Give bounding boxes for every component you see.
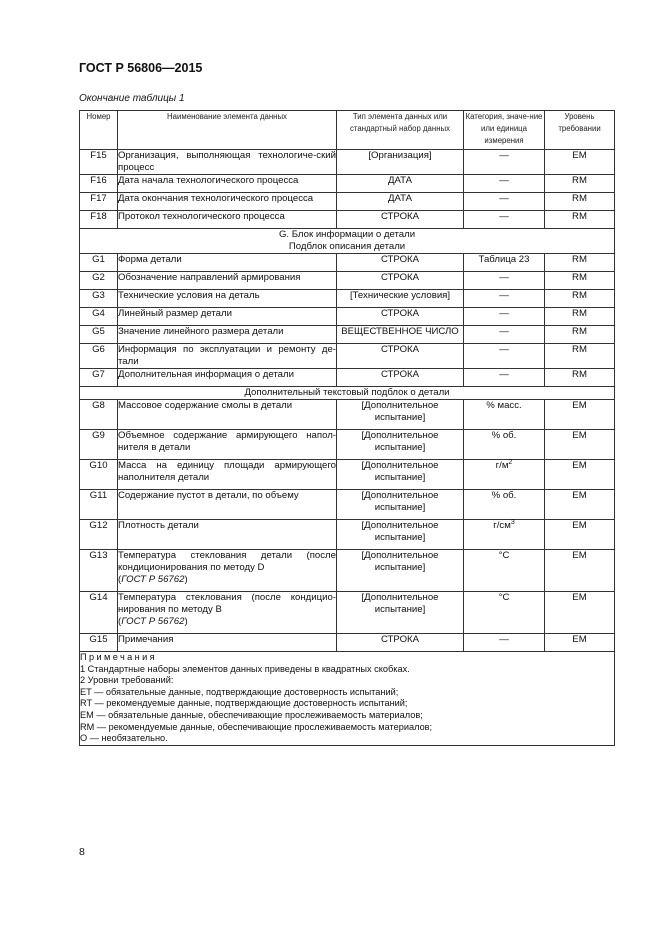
type-line: испытание] — [374, 562, 426, 573]
name-line — [118, 616, 336, 628]
cell-type — [337, 460, 464, 490]
cell-num: G6 — [80, 344, 118, 369]
type-line: [Дополнительное — [361, 430, 439, 441]
cell-num: G14 — [80, 592, 118, 634]
cell-num: F15 — [80, 150, 118, 175]
cell-level: EM — [545, 460, 615, 490]
table-header-row — [80, 111, 615, 150]
table-row — [80, 592, 615, 634]
cell-category: — — [464, 326, 545, 344]
section-subtitle: Подблок описания детали — [288, 241, 406, 252]
cell-type: ВЕЩЕСТВЕННОЕ ЧИСЛО — [337, 326, 464, 344]
cell-name: Примечания — [118, 634, 337, 652]
standard-reference: ГОСТ Р 56762 — [121, 616, 185, 627]
type-line: [Дополнительное — [361, 400, 439, 411]
cell-num: G13 — [80, 550, 118, 592]
type-line: [Дополнительное — [361, 550, 439, 561]
cell-name: Содержание пустот в детали, по объему — [118, 490, 337, 520]
notes-row — [80, 652, 615, 746]
note-line: 2 Уровни требований: — [80, 675, 174, 686]
note-line: ET — обязательные данные, подтверждающие достоверность испытаний; — [80, 686, 399, 697]
cell-name: Дата окончания технологического процесса — [118, 193, 337, 211]
cell-category: % масс. — [464, 400, 545, 430]
paren-close: ) — [184, 574, 188, 585]
cell-type: [Организация] — [337, 150, 464, 175]
header-name: Наименование элемента данных — [118, 111, 337, 150]
cell-type: СТРОКА — [337, 344, 464, 369]
cell-level: EM — [545, 400, 615, 430]
type-line: [Дополнительное — [361, 460, 439, 471]
table-row — [80, 308, 615, 326]
type-line: испытание] — [374, 502, 426, 513]
cell-category: — — [464, 193, 545, 211]
document-title: ГОСТ Р 56806—2015 — [79, 61, 203, 75]
table-row — [80, 344, 615, 369]
cell-level: EM — [545, 520, 615, 550]
cell-num: G12 — [80, 520, 118, 550]
cell-category — [464, 520, 545, 550]
cell-name: Дата начала технологического процесса — [118, 175, 337, 193]
name-line — [118, 574, 336, 586]
cell-num: G2 — [80, 272, 118, 290]
table-row — [80, 254, 615, 272]
cell-type: ДАТА — [337, 193, 464, 211]
cell-level: RM — [545, 193, 615, 211]
cell-name — [118, 592, 337, 634]
table-row — [80, 193, 615, 211]
section-header-g — [80, 229, 615, 254]
type-line: испытание] — [374, 532, 426, 543]
cell-type: [Технические условия] — [337, 290, 464, 308]
cell-category: % об. — [464, 430, 545, 460]
type-line: испытание] — [374, 412, 426, 423]
name-line: Температура стеклования (после кондицио- — [118, 592, 336, 603]
cell-type: СТРОКА — [337, 211, 464, 229]
cell-category: — — [464, 308, 545, 326]
name-line: нирования по методу В — [118, 604, 222, 615]
table-row — [80, 326, 615, 344]
cell-num: G8 — [80, 400, 118, 430]
cell-name: Организация, выполняющая технологиче-ский процесс — [118, 150, 336, 173]
table-row — [80, 175, 615, 193]
type-line: испытание] — [374, 442, 426, 453]
cell-num: G11 — [80, 490, 118, 520]
paren-open: ( — [118, 574, 122, 585]
note-line: O — необязательно. — [80, 733, 168, 744]
cell-level: EM — [545, 592, 615, 634]
note-line: RM — рекомендуемые данные, обеспечивающие прослеживаемость материалов; — [80, 721, 433, 732]
section-header-row — [80, 387, 615, 400]
data-elements-table — [79, 110, 615, 746]
cell-name: Информация по эксплуатации и ремонту де-тали — [118, 344, 336, 367]
cell-type: СТРОКА — [337, 634, 464, 652]
cell-level: RM — [545, 308, 615, 326]
table-caption: Окончание таблицы 1 — [79, 93, 185, 104]
note-line: RT — рекомендуемые данные, подтверждающие достоверность испытаний; — [80, 698, 408, 709]
table-row — [80, 290, 615, 308]
cell-level: RM — [545, 175, 615, 193]
cell-level: EM — [545, 634, 615, 652]
cell-num: G9 — [80, 430, 118, 460]
type-line: [Дополнительное — [361, 490, 439, 501]
cell-type — [337, 592, 464, 634]
page-number: 8 — [79, 846, 85, 858]
cell-name — [118, 550, 337, 592]
table-row — [80, 634, 615, 652]
section-header-row — [80, 229, 615, 254]
cell-type: СТРОКА — [337, 308, 464, 326]
cell-num: G10 — [80, 460, 118, 490]
cell-num: F16 — [80, 175, 118, 193]
cell-name: Форма детали — [118, 254, 337, 272]
note-line: 1 Стандартные наборы элементов данных приведены в квадратных скобках. — [80, 663, 410, 674]
cell-type: СТРОКА — [337, 254, 464, 272]
cell-name: Технические условия на деталь — [118, 290, 337, 308]
unit-text: г/м — [495, 460, 509, 471]
cell-name: Объемное содержание армирующего напол-нителя в детали — [118, 430, 337, 460]
standard-reference: ГОСТ Р 56762 — [121, 574, 185, 585]
cell-type — [337, 520, 464, 550]
table-row — [80, 400, 615, 430]
cell-category: °C — [464, 550, 545, 592]
cell-name: Протокол технологического процесса — [118, 211, 337, 229]
type-line: испытание] — [374, 472, 426, 483]
table-row — [80, 211, 615, 229]
name-line: Температура стеклования детали (после — [118, 550, 336, 561]
table-row — [80, 550, 615, 592]
table-row — [80, 490, 615, 520]
name-line: кондиционирования по методу D — [118, 562, 265, 573]
paren-open: ( — [118, 616, 122, 627]
cell-category: — — [464, 344, 545, 369]
header-category: Категория, значе-ние или единица измерения — [464, 111, 545, 150]
cell-name: Обозначение направлений армирования — [118, 272, 337, 290]
cell-level: RM — [545, 290, 615, 308]
cell-category — [464, 460, 545, 490]
cell-num: G5 — [80, 326, 118, 344]
cell-category: — — [464, 175, 545, 193]
header-type: Тип элемента данных или стандартный набор данных — [337, 111, 464, 150]
cell-level: RM — [545, 326, 615, 344]
cell-type — [337, 490, 464, 520]
cell-type: СТРОКА — [337, 369, 464, 387]
unit-superscript: 3 — [510, 518, 515, 526]
cell-type — [337, 550, 464, 592]
cell-category: — — [464, 369, 545, 387]
cell-name: Линейный размер детали — [118, 308, 337, 326]
cell-name: Масса на единицу площади армирующего наполнителя детали — [118, 460, 337, 490]
cell-num: G4 — [80, 308, 118, 326]
cell-type: ДАТА — [337, 175, 464, 193]
paren-close: ) — [184, 616, 188, 627]
note-line: EM — обязательные данные, обеспечивающие прослеживаемость материалов; — [80, 709, 423, 720]
table-row — [80, 150, 615, 175]
table-row — [80, 430, 615, 460]
cell-name: Значение линейного размера детали — [118, 326, 337, 344]
cell-level: EM — [545, 150, 615, 175]
cell-type — [337, 400, 464, 430]
cell-category: Таблица 23 — [464, 254, 545, 272]
cell-level: RM — [545, 272, 615, 290]
cell-category: °C — [464, 592, 545, 634]
type-line: испытание] — [374, 604, 426, 615]
table-row — [80, 272, 615, 290]
cell-num: G1 — [80, 254, 118, 272]
table-row — [80, 369, 615, 387]
cell-name: Плотность детали — [118, 520, 337, 550]
cell-name: Массовое содержание смолы в детали — [118, 400, 337, 430]
cell-level: RM — [545, 344, 615, 369]
cell-level: RM — [545, 369, 615, 387]
cell-level: EM — [545, 550, 615, 592]
cell-category: — — [464, 290, 545, 308]
cell-num: G3 — [80, 290, 118, 308]
cell-type: СТРОКА — [337, 272, 464, 290]
cell-level: EM — [545, 490, 615, 520]
cell-category: — — [464, 272, 545, 290]
cell-category: — — [464, 150, 545, 175]
cell-num: F18 — [80, 211, 118, 229]
section-header-g-additional: Дополнительный текстовый подблок о детали — [80, 387, 615, 400]
cell-type — [337, 430, 464, 460]
cell-category: — — [464, 634, 545, 652]
cell-category: — — [464, 211, 545, 229]
cell-category: % об. — [464, 490, 545, 520]
type-line: [Дополнительное — [361, 592, 439, 603]
notes-title: Примечания — [80, 652, 158, 662]
table-row — [80, 520, 615, 550]
unit-text: г/см — [493, 520, 511, 531]
cell-level: EM — [545, 430, 615, 460]
cell-num: F17 — [80, 193, 118, 211]
header-level: Уровень требовании — [545, 111, 615, 150]
cell-num: G15 — [80, 634, 118, 652]
type-line: [Дополнительное — [361, 520, 439, 531]
header-num: Номер — [80, 111, 118, 150]
table-row — [80, 460, 615, 490]
cell-name: Дополнительная информация о детали — [118, 369, 337, 387]
cell-num: G7 — [80, 369, 118, 387]
notes-cell — [80, 652, 615, 746]
unit-superscript: 2 — [508, 458, 513, 466]
section-title: G. Блок информации о детали — [278, 229, 416, 240]
cell-level: RM — [545, 254, 615, 272]
cell-level: RM — [545, 211, 615, 229]
